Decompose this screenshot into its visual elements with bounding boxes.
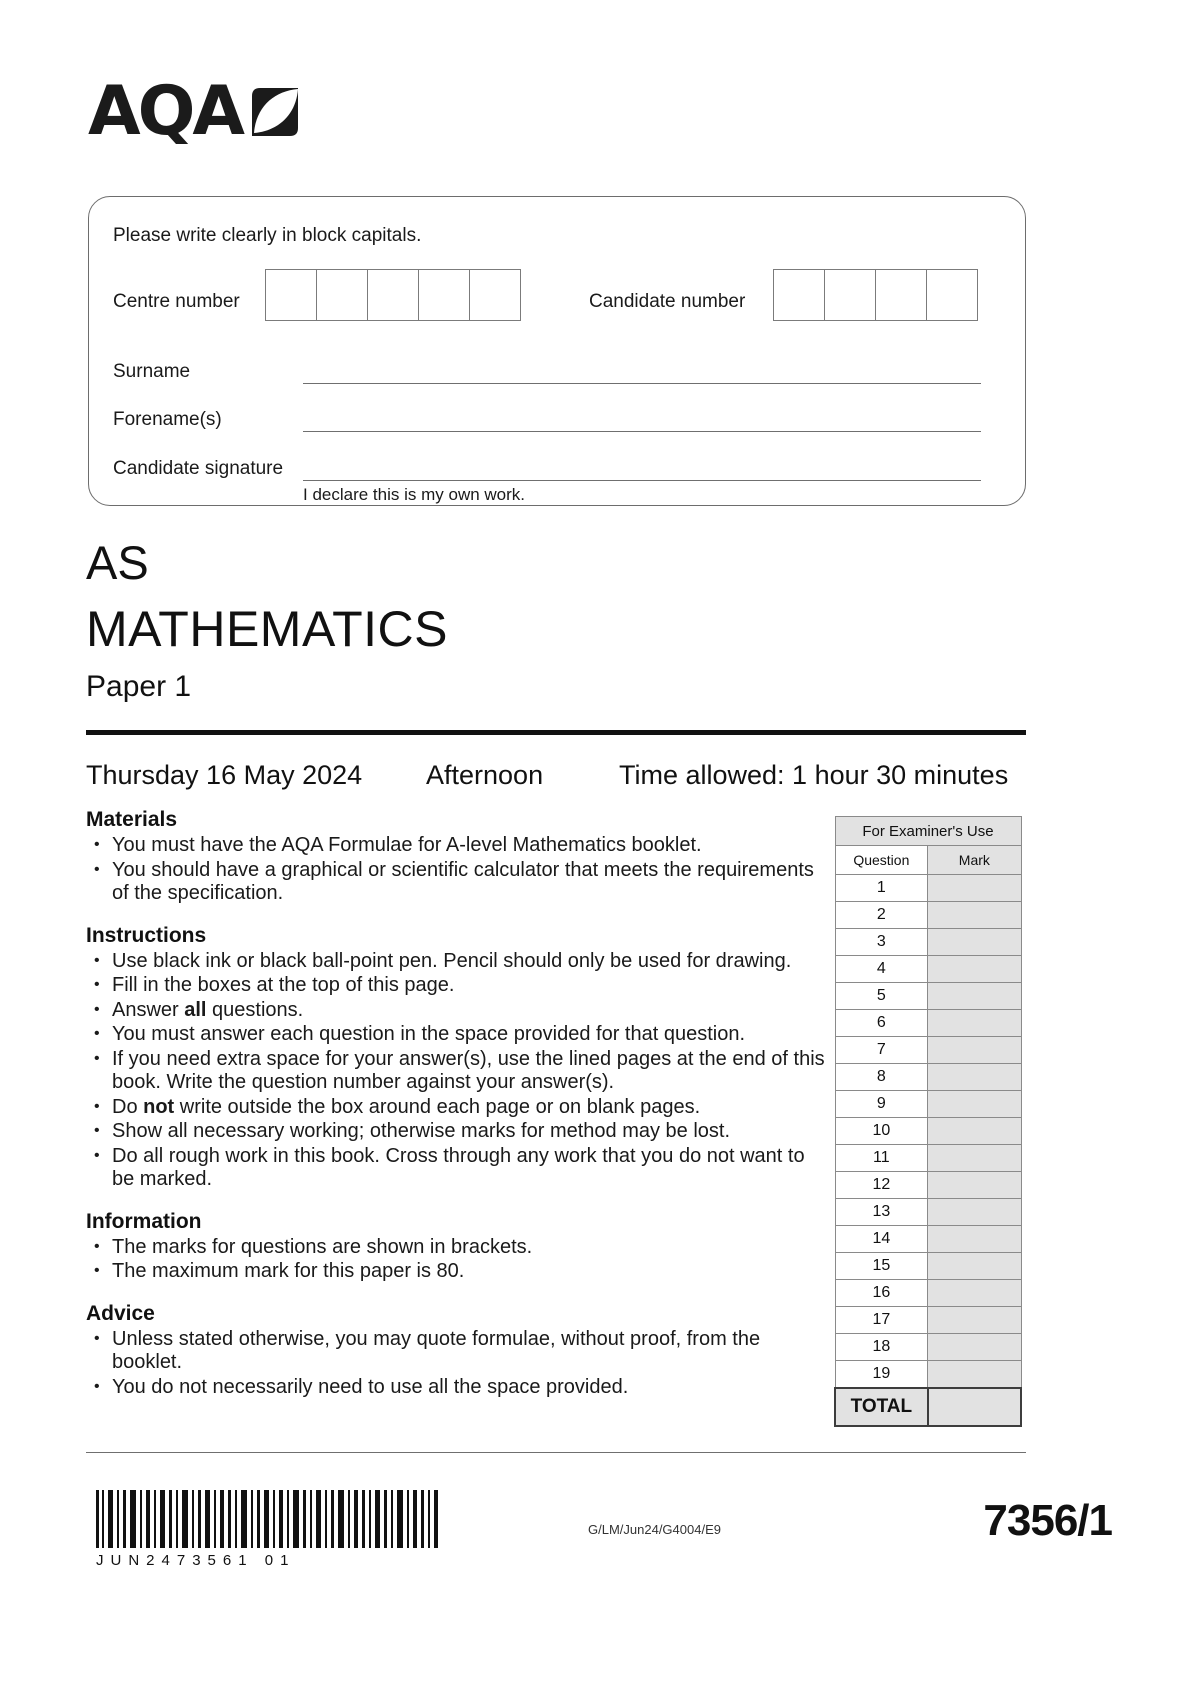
- list-item: • You should have a graphical or scientific calculator that meets the requirements of the specification.: [112, 859, 826, 906]
- list-item: • Do all rough work in this book. Cross through any work that you do not want to be marked.: [112, 1145, 826, 1192]
- table-row: [835, 875, 1021, 902]
- mark-cell[interactable]: [928, 1361, 1021, 1389]
- advice-list: [86, 1328, 826, 1400]
- mark-cell[interactable]: [928, 1091, 1021, 1118]
- question-number: 17: [835, 1307, 928, 1334]
- mark-cell[interactable]: [928, 875, 1021, 902]
- block-capitals-instruction: Please write clearly in block capitals.: [113, 225, 422, 246]
- question-number: 10: [835, 1118, 928, 1145]
- candidate-number-cell[interactable]: [773, 269, 825, 321]
- question-number: 8: [835, 1064, 928, 1091]
- column-header-mark: Mark: [928, 846, 1021, 875]
- table-row: [835, 1253, 1021, 1280]
- mark-cell[interactable]: [928, 1037, 1021, 1064]
- exam-date: Thursday 16 May 2024: [86, 760, 363, 790]
- question-number: 13: [835, 1199, 928, 1226]
- list-item: • Fill in the boxes at the top of this page.: [112, 974, 826, 998]
- total-label: TOTAL: [835, 1388, 928, 1426]
- title-divider: [86, 730, 1026, 735]
- exam-session: Afternoon: [426, 760, 544, 790]
- barcode-digits: JUN2473561 01: [96, 1552, 296, 1569]
- document-reference: G/LM/Jun24/G4004/E9: [588, 1522, 721, 1537]
- table-row: [835, 1199, 1021, 1226]
- question-number: 1: [835, 875, 928, 902]
- centre-number-cell[interactable]: [418, 269, 470, 321]
- question-number: 19: [835, 1361, 928, 1389]
- footer-divider: [86, 1452, 1026, 1453]
- question-number: 14: [835, 1226, 928, 1253]
- forename-label: Forename(s): [113, 409, 222, 430]
- exam-time-allowed: Time allowed: 1 hour 30 minutes: [619, 760, 1009, 790]
- question-number: 16: [835, 1280, 928, 1307]
- subject-title: MATHEMATICS: [86, 601, 448, 657]
- question-number: 3: [835, 929, 928, 956]
- materials-list: [86, 834, 826, 906]
- mark-cell[interactable]: [928, 929, 1021, 956]
- table-row: [835, 1361, 1021, 1389]
- emphasis-not: not: [143, 1095, 175, 1118]
- mark-cell[interactable]: [928, 956, 1021, 983]
- examiner-table-title: For Examiner's Use: [835, 817, 1021, 846]
- table-row: [835, 929, 1021, 956]
- candidate-number-cell[interactable]: [926, 269, 978, 321]
- barcode-image: [92, 1490, 442, 1548]
- list-item: • Unless stated otherwise, you may quote formulae, without proof, from the booklet.: [112, 1328, 826, 1375]
- mark-cell[interactable]: [928, 1064, 1021, 1091]
- examiner-use-table: [834, 816, 1022, 1427]
- question-number: 2: [835, 902, 928, 929]
- question-number: 4: [835, 956, 928, 983]
- candidate-signature-input[interactable]: [303, 480, 981, 481]
- mark-cell[interactable]: [928, 902, 1021, 929]
- mark-cell[interactable]: [928, 1334, 1021, 1361]
- list-item: • Use black ink or black ball-point pen. Pencil should only be used for drawing.: [112, 950, 826, 974]
- mark-cell[interactable]: [928, 1199, 1021, 1226]
- list-item: [112, 999, 826, 1023]
- declaration-text: I declare this is my own work.: [303, 485, 526, 504]
- aqa-wordmark: AQA: [88, 72, 243, 151]
- instructions-heading: Instructions: [86, 923, 207, 947]
- table-row: [835, 1091, 1021, 1118]
- advice-heading: Advice: [86, 1301, 155, 1325]
- forename-input[interactable]: [303, 431, 981, 432]
- mark-cell[interactable]: [928, 1010, 1021, 1037]
- candidate-number-label: Candidate number: [589, 291, 746, 312]
- mark-cell[interactable]: [928, 1280, 1021, 1307]
- materials-heading: Materials: [86, 808, 178, 831]
- instructions-list: [86, 950, 826, 1192]
- centre-number-input[interactable]: [265, 269, 521, 321]
- centre-number-cell[interactable]: [469, 269, 521, 321]
- question-number: 7: [835, 1037, 928, 1064]
- qualification-level: AS: [86, 536, 149, 589]
- centre-number-cell[interactable]: [265, 269, 317, 321]
- emphasis-all: all: [184, 998, 207, 1021]
- candidate-details-box: [88, 196, 1026, 506]
- table-row: [835, 983, 1021, 1010]
- centre-number-cell[interactable]: [367, 269, 419, 321]
- list-item: • The maximum mark for this paper is 80.: [112, 1260, 826, 1284]
- list-item: [112, 1096, 826, 1120]
- text-questions: questions.: [206, 998, 304, 1021]
- total-mark-cell[interactable]: [928, 1388, 1021, 1426]
- question-number: 6: [835, 1010, 928, 1037]
- aqa-leaf-icon: [244, 82, 306, 149]
- question-number: 12: [835, 1172, 928, 1199]
- question-number: 5: [835, 983, 928, 1010]
- table-row: [835, 1145, 1021, 1172]
- table-row: [835, 1280, 1021, 1307]
- table-row: [835, 1226, 1021, 1253]
- table-row: [835, 1334, 1021, 1361]
- column-header-question: Question: [835, 846, 928, 875]
- table-row: [835, 1064, 1021, 1091]
- mark-cell[interactable]: [928, 983, 1021, 1010]
- text-write-outside: write outside the box around each page or on blank pages.: [174, 1095, 701, 1118]
- mark-cell[interactable]: [928, 1118, 1021, 1145]
- table-row: [835, 956, 1021, 983]
- list-item: • The marks for questions are shown in brackets.: [112, 1236, 826, 1260]
- list-item: • You must have the AQA Formulae for A-level Mathematics booklet.: [112, 834, 826, 858]
- list-item: • You do not necessarily need to use all the space provided.: [112, 1376, 826, 1400]
- list-item: • You must answer each question in the space provided for that question.: [112, 1023, 826, 1047]
- mark-cell[interactable]: [928, 1307, 1021, 1334]
- centre-number-label: Centre number: [113, 291, 240, 312]
- aqa-logo: [88, 72, 306, 151]
- question-number: 11: [835, 1145, 928, 1172]
- paper-number: Paper 1: [86, 670, 192, 703]
- text-answer: Answer: [112, 998, 185, 1021]
- table-row: [835, 846, 1021, 875]
- surname-label: Surname: [113, 361, 191, 382]
- candidate-signature-label: Candidate signature: [113, 458, 284, 479]
- table-row: [835, 1010, 1021, 1037]
- table-row: [835, 1307, 1021, 1334]
- table-row: [835, 1172, 1021, 1199]
- candidate-number-cell[interactable]: [824, 269, 876, 321]
- list-item: • If you need extra space for your answer(s), use the lined pages at the end of this book. Write the question number against your answer(s).: [112, 1048, 826, 1095]
- mark-cell[interactable]: [928, 1172, 1021, 1199]
- table-row: [835, 902, 1021, 929]
- paper-code: 7356/1: [983, 1496, 1112, 1545]
- question-number: 18: [835, 1334, 928, 1361]
- candidate-number-input[interactable]: [773, 269, 978, 321]
- information-list: [86, 1236, 826, 1284]
- mark-cell[interactable]: [928, 1226, 1021, 1253]
- mark-cell[interactable]: [928, 1145, 1021, 1172]
- text-do: Do: [112, 1095, 144, 1118]
- candidate-number-cell[interactable]: [875, 269, 927, 321]
- list-item: • Show all necessary working; otherwise marks for method may be lost.: [112, 1120, 826, 1144]
- centre-number-cell[interactable]: [316, 269, 368, 321]
- information-heading: Information: [86, 1209, 202, 1233]
- table-row-total: [835, 1388, 1021, 1426]
- question-number: 15: [835, 1253, 928, 1280]
- mark-cell[interactable]: [928, 1253, 1021, 1280]
- table-row: [835, 1037, 1021, 1064]
- question-number: 9: [835, 1091, 928, 1118]
- examiner-table-body: [835, 817, 1021, 1427]
- cover-instructions-content: [86, 808, 826, 1400]
- surname-input[interactable]: [303, 383, 981, 384]
- table-row: [835, 1118, 1021, 1145]
- table-row: [835, 817, 1021, 846]
